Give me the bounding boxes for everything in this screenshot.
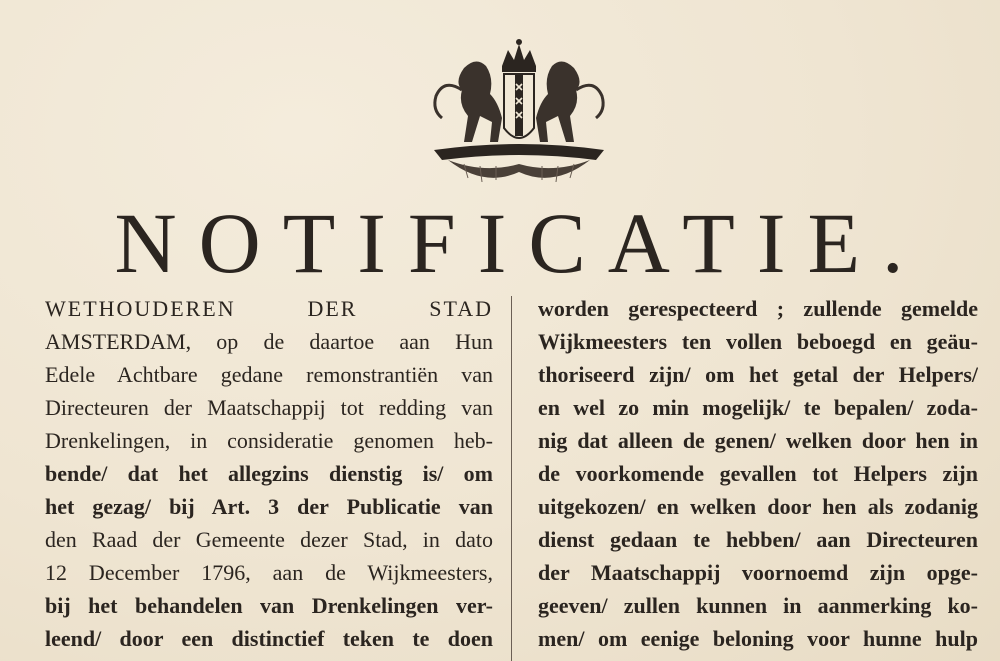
text-line: der Maatschappij voornoemd zijn opge- (538, 560, 978, 585)
text-line: thoriseerd zijn/ om het getal der Helpers/ (538, 362, 978, 387)
text-line: Directeuren der Maatschappij tot redding van (45, 395, 493, 420)
text-line: en wel zo min mogelijk/ te bepalen/ zoda- (538, 395, 978, 420)
text-line: dienst gedaan te hebben/ aan Directeuren (538, 527, 978, 552)
text-line: bij het behandelen van Drenkelingen ver- (45, 593, 493, 618)
text-line: leend/ door een distinctief teken te doen (45, 626, 493, 651)
text-line: bende/ dat het allegzins dienstig is/ om (45, 461, 493, 486)
text-line: uitgekozen/ en welken door hen als zodanig (538, 494, 978, 519)
text-line: Wijkmeesters ten vollen beboegd en geäu- (538, 329, 978, 354)
text-line: AMSTERDAM, op de daartoe aan Hun (45, 329, 493, 354)
text-line: het gezag/ bij Art. 3 der Publicatie van (45, 494, 493, 519)
page-title: NOTIFICATIE. (114, 195, 926, 291)
text-line: de voorkomende gevallen tot Helpers zijn (538, 461, 978, 486)
column-divider (511, 296, 512, 661)
text-line: geeven/ zullen kunnen in aanmerking ko- (538, 593, 978, 618)
text-line: den Raad der Gemeente dezer Stad, in dato (45, 527, 493, 552)
text-line: nig dat alleen de genen/ welken door hen in (538, 428, 978, 453)
text-line: worden gerespecteerd ; zullende gemelde (538, 296, 978, 321)
left-column (45, 292, 493, 655)
text-line: Drenkelingen, in consideratie genomen heb- (45, 428, 493, 453)
coat-of-arms-icon (424, 38, 614, 198)
right-column (538, 292, 978, 655)
text-line: 12 December 1796, aan de Wijkmeesters, (45, 560, 493, 585)
text-line: men/ om eenige beloning voor hunne hulp (538, 626, 978, 651)
text-line: WETHOUDEREN DER STAD (45, 296, 493, 321)
text-line: Edele Achtbare gedane remonstrantiën van (45, 362, 493, 387)
